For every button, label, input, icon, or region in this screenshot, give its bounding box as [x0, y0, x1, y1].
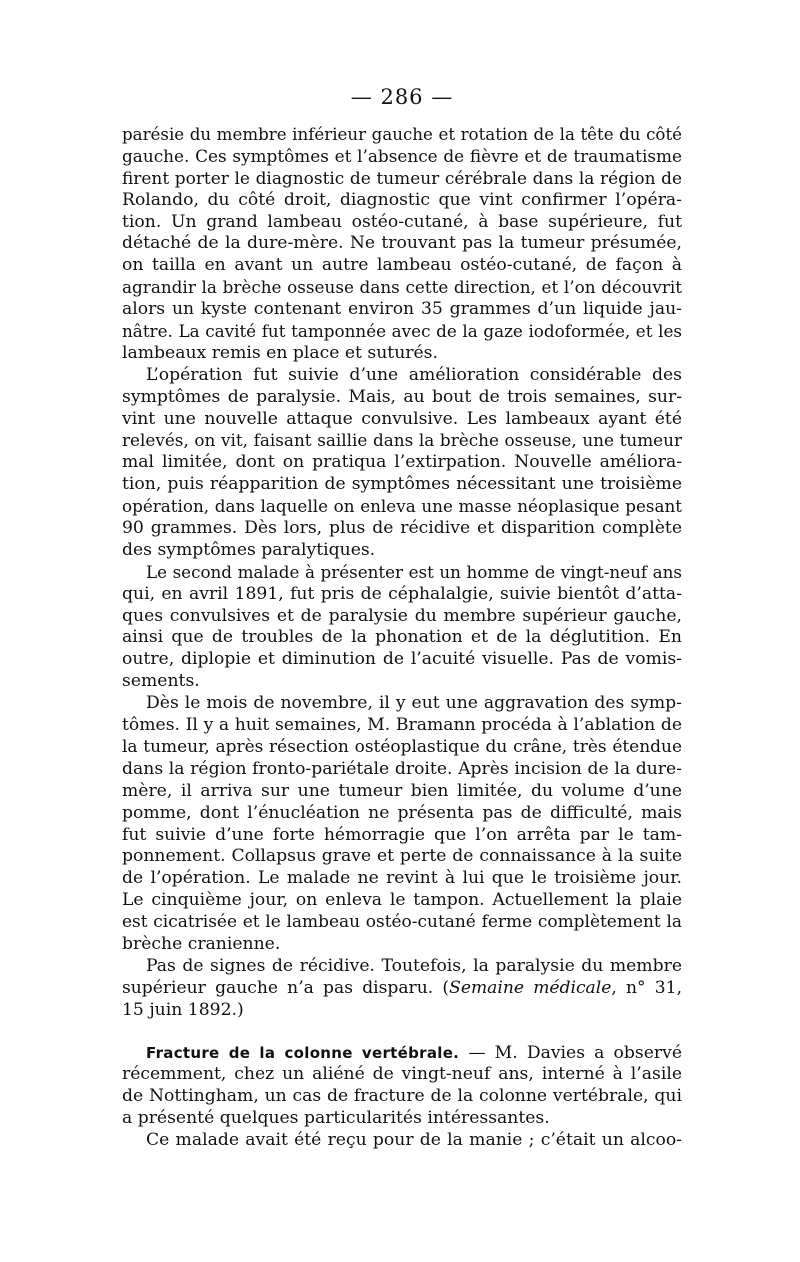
text-line: lambeaux remis en place et suturés.: [122, 342, 438, 363]
text-line: nâtre. La cavité fut tamponnée avec de la gaze iodoformée, et les: [122, 321, 682, 342]
text-line: est cicatrisée et le lambeau ostéo-cutané ferme complètement la: [122, 912, 682, 933]
text-line: récemment, chez un aliéné de vingt-neuf ans, interné à l’asile: [122, 1064, 682, 1085]
text-line: L’opération fut suivie d’une amélioration considérable des: [146, 364, 682, 385]
paragraph-4: [122, 693, 682, 956]
paragraph-6: [122, 1043, 682, 1131]
text-line: outre, diplopie et diminution de l’acuité visuelle. Pas de vomis-: [122, 649, 682, 670]
text-line: [122, 1043, 682, 1065]
paragraph-2: [122, 365, 682, 562]
text-line: tion, puis réapparition de symptômes nécessitant une troisième: [122, 474, 682, 495]
text-line: des symptômes paralytiques.: [122, 539, 376, 560]
text-line: qui, en avril 1891, fut pris de céphalalgie, suivie bientôt d’atta-: [122, 583, 682, 604]
text-line: 15 juin 1892.): [122, 999, 244, 1020]
text-line: vint une nouvelle attaque convulsive. Les lambeaux ayant été: [122, 408, 682, 429]
citation-journal: Semaine médicale: [449, 977, 612, 998]
text-line: Rolando, du côté droit, diagnostic que vint confirmer l’opéra-: [122, 189, 682, 210]
text-line: alors un kyste contenant environ 35 grammes d’un liquide jau-: [122, 299, 682, 320]
text-line: Dès le mois de novembre, il y eut une aggravation des symp-: [146, 693, 682, 714]
text-line: de Nottingham, un cas de fracture de la colonne vertébrale, qui: [122, 1086, 682, 1107]
text-line: brèche cranienne.: [122, 933, 281, 954]
text-line: relevés, on vit, faisant saillie dans la brèche osseuse, une tumeur: [122, 430, 682, 451]
text-line: parésie du membre inférieur gauche et rotation de la tête du côté: [122, 125, 682, 144]
text-line: Le second malade à présenter est un homme de vingt-neuf ans: [146, 561, 682, 582]
text-line: symptômes de paralysie. Mais, au bout de trois semaines, sur-: [122, 386, 682, 407]
text-fragment: — M. Davies a observé: [459, 1042, 682, 1063]
text-line: ponnement. Collapsus grave et perte de connaissance à la suite: [122, 846, 682, 867]
paragraph-1: [122, 124, 682, 365]
text-line: de l’opération. Le malade ne revint à lui que le troisième jour.: [122, 868, 682, 889]
text-line: tômes. Il y a huit semaines, M. Bramann procéda à l’ablation de: [122, 715, 682, 736]
text-line: a présenté quelques particularités intéressantes.: [122, 1108, 550, 1129]
text-line: ainsi que de troubles de la phonation et de la déglutition. En: [122, 627, 682, 648]
book-page: [122, 84, 682, 1152]
text-line: dans la région fronto-pariétale droite. Après incision de la dure-: [122, 758, 682, 779]
text-line: la tumeur, après résection ostéoplastique du crâne, très étendue: [122, 736, 682, 757]
text-line: Pas de signes de récidive. Toutefois, la paralysie du membre: [146, 955, 682, 976]
text-line: opération, dans laquelle on enleva une masse néoplasique pesant: [122, 496, 682, 517]
paragraph-3: [122, 562, 682, 693]
text-line: 90 grammes. Dès lors, plus de récidive et disparition complète: [122, 518, 682, 539]
section-heading: Fracture de la colonne vertébrale.: [146, 1043, 460, 1062]
section-gap: [122, 1022, 682, 1043]
text-line: agrandir la brèche osseuse dans cette direction, et l’on découvrit: [122, 277, 682, 298]
text-line: tion. Un grand lambeau ostéo-cutané, à base supérieure, fut: [122, 211, 682, 232]
text-line: Ce malade avait été reçu pour de la manie ; c’était un alcoo-: [146, 1130, 682, 1151]
paragraph-7: [122, 1130, 682, 1152]
text-line: détaché de la dure-mère. Ne trouvant pas la tumeur présumée,: [122, 233, 682, 254]
text-line: mal limitée, dont on pratiqua l’extirpation. Nouvelle améliora-: [122, 452, 682, 473]
paragraph-5: [122, 956, 682, 1022]
text-fragment: supérieur gauche n’a pas disparu. (: [122, 977, 450, 998]
text-line: ques convulsives et de paralysie du membre supérieur gauche,: [122, 605, 682, 626]
page-number: — 286 —: [350, 85, 454, 109]
text-line: Le cinquième jour, on enleva le tampon. Actuellement la plaie: [122, 890, 682, 911]
text-line: firent porter le diagnostic de tumeur cérébrale dans la région de: [122, 167, 682, 188]
text-line: fut suivie d’une forte hémorragie que l’on arrêta par le tam-: [122, 824, 682, 845]
text-line: on tailla en avant un autre lambeau ostéo-cutané, de façon à: [122, 255, 682, 276]
text-line: sements.: [122, 671, 200, 692]
text-line: [122, 978, 682, 1000]
text-fragment: , n° 31,: [611, 977, 682, 998]
text-line: pomme, dont l’énucléation ne présenta pas de difficulté, mais: [122, 802, 682, 823]
text-line: mère, il arriva sur une tumeur bien limitée, du volume d’une: [122, 780, 682, 801]
text-line: gauche. Ces symptômes et l’absence de fièvre et de traumatisme: [122, 145, 682, 166]
